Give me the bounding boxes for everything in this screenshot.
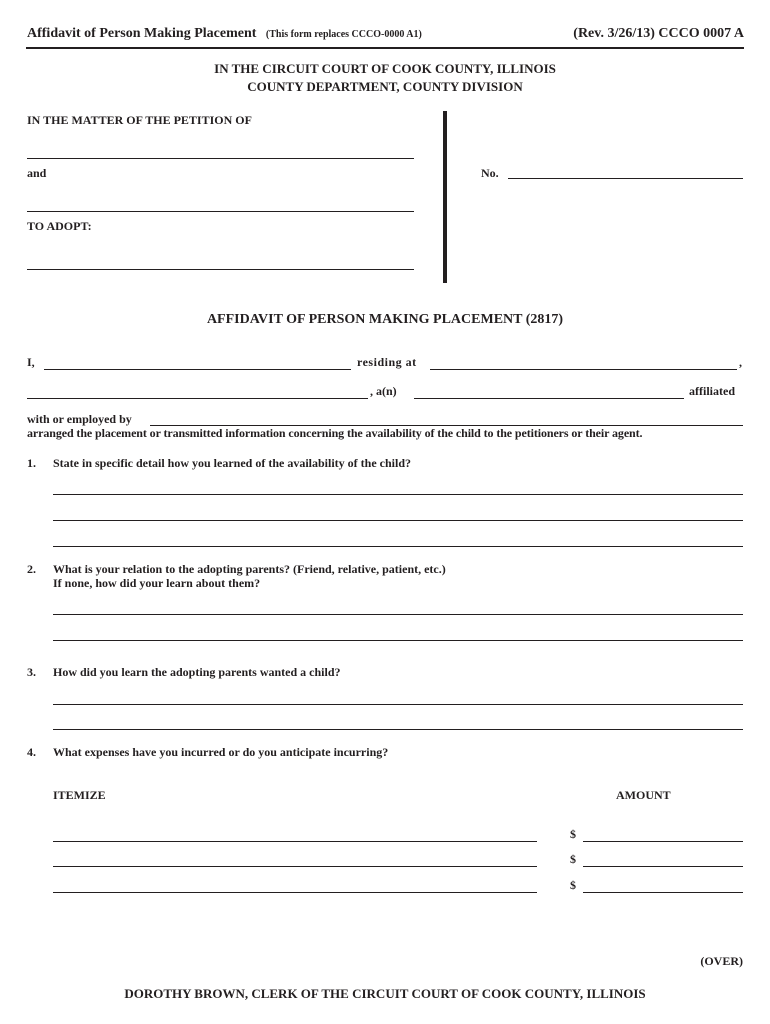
form-title — [27, 26, 422, 42]
expense-amount-field[interactable] — [583, 892, 743, 893]
comma-label: , — [739, 355, 742, 369]
replaces-note: (This form replaces CCCO-0000 A1) — [265, 29, 422, 40]
residing-label: residing at — [357, 355, 417, 369]
employed-label: with or employed by — [27, 412, 132, 426]
petitioner-1-field[interactable] — [27, 158, 414, 159]
currency-symbol: $ — [570, 827, 576, 841]
itemize-label: ITEMIZE — [53, 788, 106, 802]
matter-label: IN THE MATTER OF THE PETITION OF — [27, 113, 252, 127]
q2-answer-line[interactable] — [53, 614, 743, 615]
to-adopt-label: TO ADOPT: — [27, 219, 92, 233]
and-label: and — [27, 166, 47, 180]
child-name-field[interactable] — [27, 269, 414, 270]
q2-answer-line[interactable] — [53, 640, 743, 641]
clerk-footer: DOROTHY BROWN, CLERK OF THE CIRCUIT COURT OF COOK COUNTY, ILLINOIS — [124, 986, 646, 1001]
q3-answer-line[interactable] — [53, 729, 743, 730]
caption-divider — [443, 111, 447, 283]
petitioner-2-field[interactable] — [27, 211, 414, 212]
residence-continued-field[interactable] — [27, 398, 368, 399]
header-rule — [26, 47, 744, 49]
arranged-text: arranged the placement or transmitted information concerning the availability of the child to the petitioners or their agent. — [27, 426, 643, 440]
q4-text: What expenses have you incurred or do you anticipate incurring? — [53, 745, 389, 759]
q3-number: 3. — [27, 665, 36, 679]
q2-text: What is your relation to the adopting parents? (Friend, relative, patient, etc.) — [53, 562, 446, 576]
i-label: I, — [27, 355, 35, 369]
q4-number: 4. — [27, 745, 36, 759]
case-number-field[interactable] — [508, 178, 743, 179]
occupation-field[interactable] — [414, 398, 684, 399]
currency-symbol: $ — [570, 878, 576, 892]
q2-number: 2. — [27, 562, 36, 576]
q3-answer-line[interactable] — [53, 704, 743, 705]
q3-text: How did you learn the adopting parents wanted a child? — [53, 665, 341, 679]
q1-answer-line[interactable] — [53, 494, 743, 495]
amount-label: AMOUNT — [616, 788, 671, 802]
over-label: (OVER) — [700, 954, 743, 968]
affiant-name-field[interactable] — [44, 369, 351, 370]
revision-code: (Rev. 3/26/13) CCCO 0007 A — [573, 26, 744, 41]
expense-item-field[interactable] — [53, 892, 537, 893]
currency-symbol: $ — [570, 852, 576, 866]
court-line-2: COUNTY DEPARTMENT, COUNTY DIVISION — [247, 79, 523, 94]
q1-text: State in specific detail how you learned of the availability of the child? — [53, 456, 411, 470]
q1-number: 1. — [27, 456, 36, 470]
case-no-label: No. — [481, 166, 499, 180]
q1-answer-line[interactable] — [53, 520, 743, 521]
expense-amount-field[interactable] — [583, 866, 743, 867]
form-title-text: Affidavit of Person Making Placement — [27, 26, 257, 41]
expense-item-field[interactable] — [53, 866, 537, 867]
affidavit-title: AFFIDAVIT OF PERSON MAKING PLACEMENT (2817) — [206, 312, 564, 327]
q2-text-line-2: If none, how did your learn about them? — [53, 576, 261, 590]
residence-field[interactable] — [430, 369, 737, 370]
court-line-1: IN THE CIRCUIT COURT OF COOK COUNTY, ILLINOIS — [214, 61, 556, 76]
affiliated-label: affiliated — [689, 384, 735, 398]
q1-answer-line[interactable] — [53, 546, 743, 547]
expense-item-field[interactable] — [53, 841, 537, 842]
an-label: , a(n) — [370, 384, 397, 398]
expense-amount-field[interactable] — [583, 841, 743, 842]
